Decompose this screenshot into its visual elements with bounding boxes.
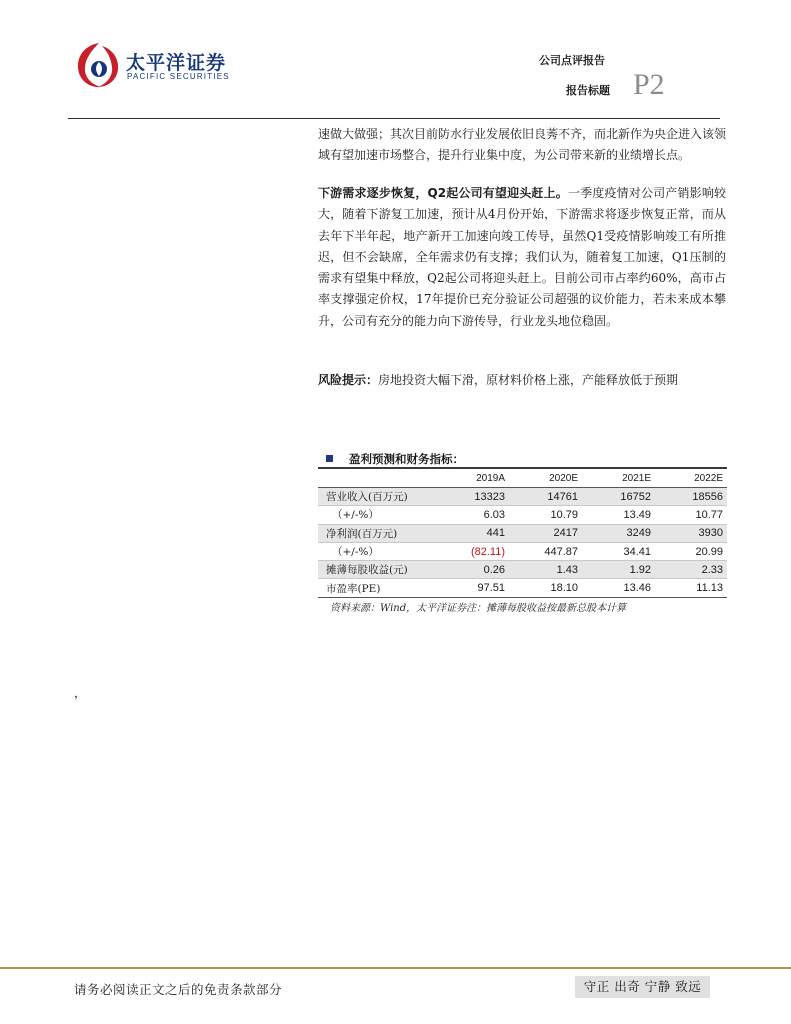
table-header-cell xyxy=(318,470,436,488)
table-cell: 13.46 xyxy=(582,579,655,597)
table-cell: 1.43 xyxy=(509,561,582,579)
table-cell: 3930 xyxy=(655,524,727,542)
risk-text: 房地投资大幅下滑，原材料价格上涨，产能释放低于预期 xyxy=(378,373,679,387)
page-number: P2 xyxy=(633,68,665,101)
logo-name-cn: 太平洋证券 xyxy=(126,52,227,74)
table-cell: 2417 xyxy=(509,524,582,542)
table-cell: 13.49 xyxy=(582,506,655,524)
pacific-securities-logo-icon xyxy=(74,40,124,90)
table-cell: 14761 xyxy=(509,488,582,506)
footer-divider xyxy=(0,967,791,969)
table-cell-negative: (82.11) xyxy=(436,542,509,560)
table-row xyxy=(318,579,727,597)
table-row xyxy=(318,542,727,560)
row-label: 市盈率(PE) xyxy=(318,579,436,597)
table-cell: 0.26 xyxy=(436,561,509,579)
footer-disclaimer: 请务必阅读正文之后的免责条款部分 xyxy=(74,982,283,997)
table-row xyxy=(318,561,727,579)
table-cell: 97.51 xyxy=(436,579,509,597)
risk-heading: 风险提示： xyxy=(318,373,379,387)
stray-mark: ， xyxy=(74,686,87,700)
report-type: 公司点评报告 xyxy=(539,54,605,67)
header-divider xyxy=(68,118,720,119)
table-cell: 447.87 xyxy=(509,542,582,560)
company-logo xyxy=(74,40,234,92)
row-label: 摊薄每股收益(元) xyxy=(318,561,436,579)
table-header-row xyxy=(318,470,727,488)
table-cell: 11.13 xyxy=(655,579,727,597)
table-header-cell: 2021E xyxy=(582,470,655,488)
paragraph-heading: 下游需求逐步恢复，Q2起公司有望迎头赶上。 xyxy=(318,186,568,200)
row-label: （+/-%） xyxy=(318,506,436,524)
table-cell: 20.99 xyxy=(655,542,727,560)
row-label: （+/-%） xyxy=(318,542,436,560)
logo-name-en: PACIFIC SECURITIES xyxy=(127,72,230,81)
table-cell: 10.79 xyxy=(509,506,582,524)
paragraph-demand-recovery xyxy=(318,183,726,332)
table-title xyxy=(326,451,464,467)
table-header-cell: 2020E xyxy=(509,470,582,488)
table-cell: 3249 xyxy=(582,524,655,542)
square-bullet-icon xyxy=(326,455,333,462)
table-header-cell: 2019A xyxy=(436,470,509,488)
paragraph-growth: 速做大做强；其次目前防水行业发展依旧良莠不齐，而北新作为央企进入该领域有望加速市场整合，提升行业集中度，为公司带来新的业绩增长点。 xyxy=(318,127,727,163)
table-cell: 18556 xyxy=(655,488,727,506)
table-source-note: 资料来源：Wind，太平洋证券注：摊薄每股收益按最新总股本计算 xyxy=(330,603,627,614)
paragraph-risk xyxy=(318,370,726,391)
row-label: 营业收入(百万元) xyxy=(318,488,436,506)
table-cell: 16752 xyxy=(582,488,655,506)
report-title: 报告标题 xyxy=(566,84,610,97)
table-title-text: 盈利预测和财务指标： xyxy=(349,452,464,466)
table-top-rule xyxy=(318,467,727,469)
paragraph-text: 一季度疫情对公司产销影响较大，随着下游复工加速，预计从4月份开始，下游需求将逐步恢复正常，而从去年下半年起，地产新开工加速向竣工传导，虽然Q1受疫情影响竣工有所推迟，但不会缺席，全年需求仍有支撑；我们认为，随着复工加速，Q1压制的需求有望集中释放，Q2起公司将迎头赶上。目前公司市占率约60%，高市占率支撑强定价权，17年提价已充分验证公司超强的议价能力，若未来成本攀升，公司有充分的能力向下游传导，行业龙头地位稳固。 xyxy=(318,186,726,328)
table-cell: 13323 xyxy=(436,488,509,506)
table-row xyxy=(318,488,727,506)
table-header-cell: 2022E xyxy=(655,470,727,488)
table-cell: 1.92 xyxy=(582,561,655,579)
table-row xyxy=(318,506,727,524)
table-cell: 10.77 xyxy=(655,506,727,524)
footer-motto: 守正 出奇 宁静 致远 xyxy=(575,976,710,998)
financial-forecast-table xyxy=(318,470,727,598)
table-cell: 18.10 xyxy=(509,579,582,597)
table-cell: 34.41 xyxy=(582,542,655,560)
table-row xyxy=(318,524,727,542)
table-cell: 6.03 xyxy=(436,506,509,524)
row-label: 净利润(百万元) xyxy=(318,524,436,542)
table-cell: 441 xyxy=(436,524,509,542)
table-cell: 2.33 xyxy=(655,561,727,579)
